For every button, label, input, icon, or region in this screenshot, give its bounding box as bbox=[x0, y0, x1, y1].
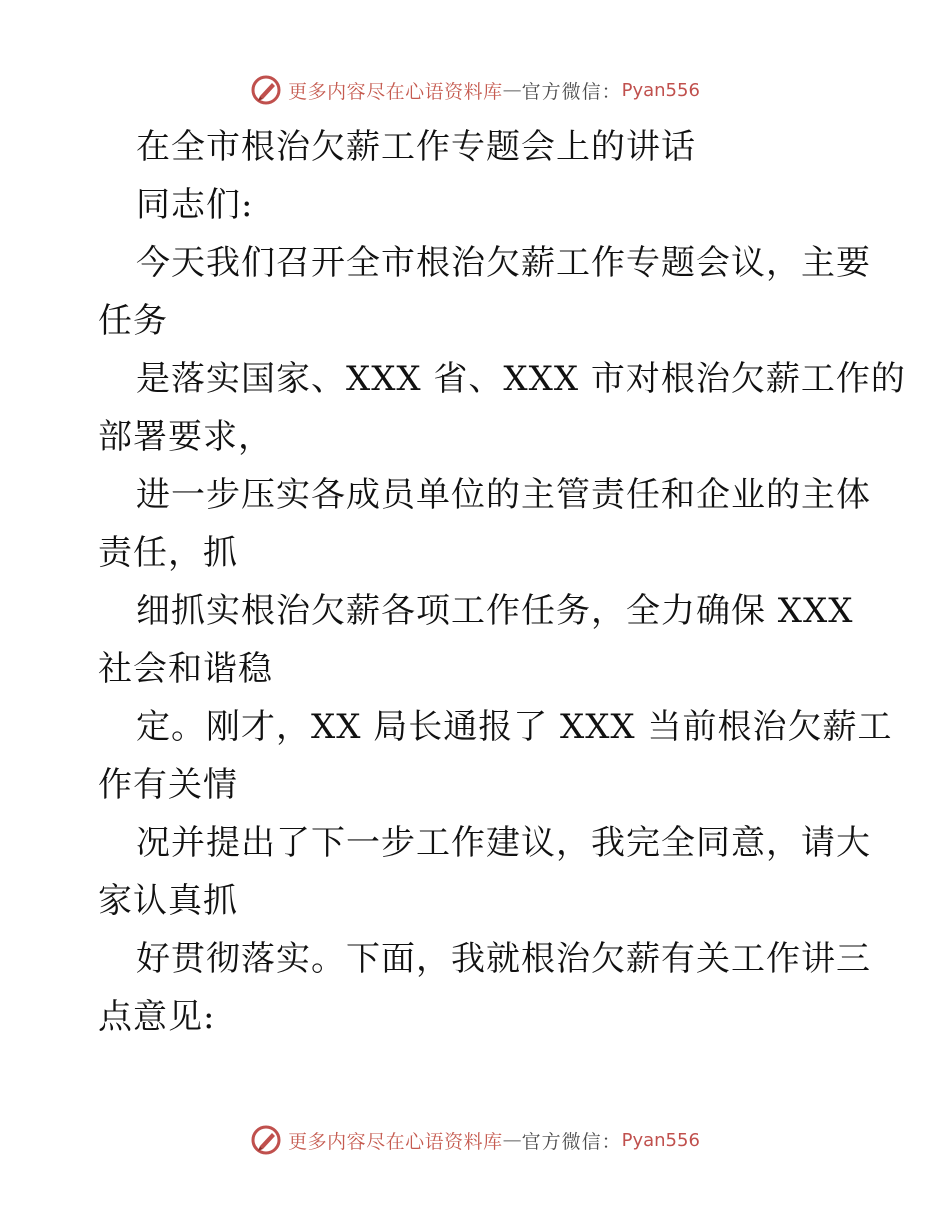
text-line: 定。刚才，XX 局长通报了 XXX 当前根治欠薪工 bbox=[136, 707, 893, 747]
text-line: 社会和谐稳 bbox=[98, 649, 273, 689]
pen-logo-icon bbox=[250, 1124, 282, 1156]
pen-logo-icon bbox=[250, 74, 282, 106]
watermark-dash: — bbox=[502, 79, 522, 101]
text-line: 作有关情 bbox=[98, 765, 238, 805]
watermark-wechat-id: Pyan556 bbox=[621, 1129, 700, 1151]
watermark-wechat-label: 官方微信： bbox=[521, 1130, 622, 1153]
header-watermark bbox=[0, 74, 950, 106]
text-line: 同志们: bbox=[136, 185, 254, 225]
text-line: 况并提出了下一步工作建议，我完全同意，请大 bbox=[136, 823, 871, 863]
text-line: 责任，抓 bbox=[98, 533, 238, 573]
watermark-main-text: 更多内容尽在心语资料库 bbox=[288, 1130, 503, 1153]
text-line: 家认真抓 bbox=[98, 881, 238, 921]
text-line: 今天我们召开全市根治欠薪工作专题会议，主要 bbox=[136, 243, 871, 283]
text-line: 好贯彻落实。下面，我就根治欠薪有关工作讲三 bbox=[136, 939, 871, 979]
document-body bbox=[98, 118, 906, 1046]
text-line: 任务 bbox=[98, 301, 168, 341]
text-line: 细抓实根治欠薪各项工作任务，全力确保 XXX bbox=[136, 591, 854, 631]
text-line: 点意见: bbox=[98, 997, 216, 1037]
document-title: 在全市根治欠薪工作专题会上的讲话 bbox=[136, 127, 696, 167]
watermark-wechat-id: Pyan556 bbox=[621, 79, 700, 101]
text-line: 是落实国家、XXX 省、XXX 市对根治欠薪工作的 bbox=[136, 359, 906, 399]
text-line: 部署要求， bbox=[98, 417, 273, 457]
text-line: 进一步压实各成员单位的主管责任和企业的主体 bbox=[136, 475, 871, 515]
watermark-wechat-label: 官方微信： bbox=[521, 80, 622, 103]
watermark-main-text: 更多内容尽在心语资料库 bbox=[288, 80, 503, 103]
watermark-dash: — bbox=[502, 1129, 522, 1151]
footer-watermark bbox=[0, 1124, 950, 1156]
